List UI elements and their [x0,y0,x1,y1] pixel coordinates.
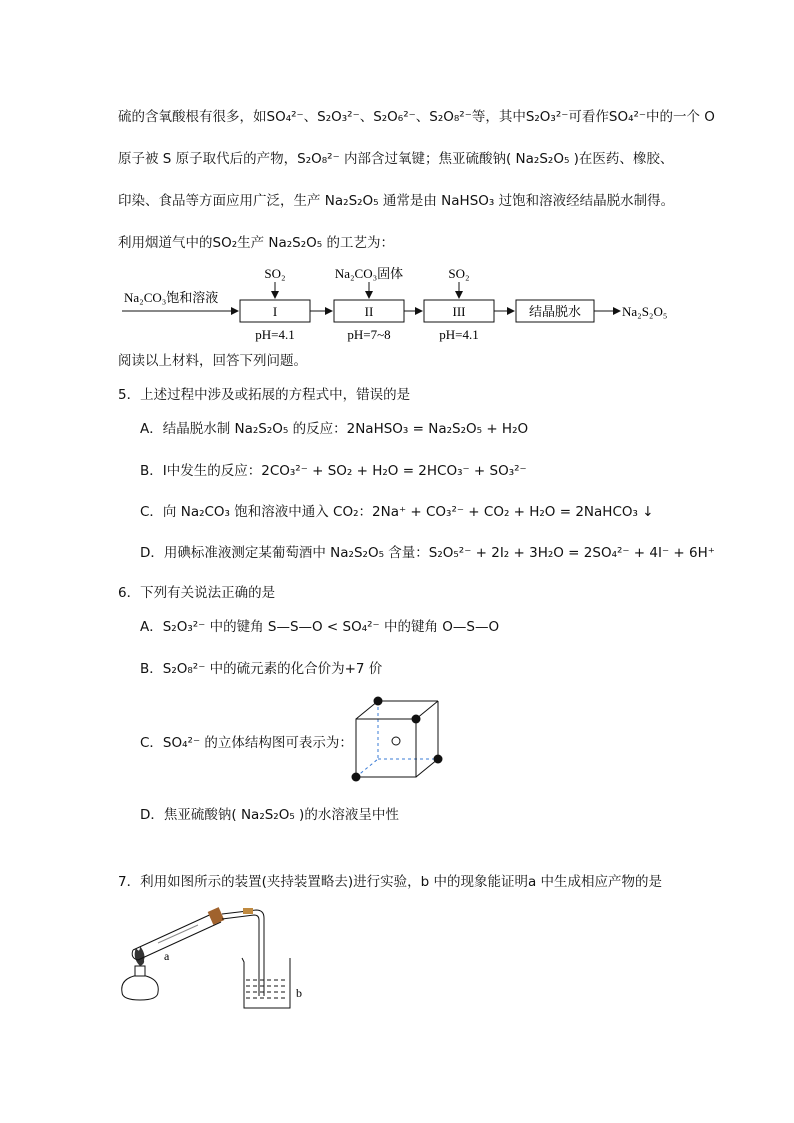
label-a: a [164,949,170,963]
flow-reagent-ii: Na₂CO₃固体 [334,266,404,281]
apparatus-figure [118,900,318,1015]
oxygen-atom [434,755,443,764]
q6-option-a: A．S₂O₃²⁻ 中的键角 S—S—O < SO₄²⁻ 中的键角 O—S—O [140,619,500,635]
flow-reagent-i: SO₂ [264,266,286,281]
flow-box-i-label: I [272,304,278,319]
intro-line-1: 硫的含氧酸根有很多，如SO₄²⁻、S₂O₃²⁻、S₂O₆²⁻、S₂O₈²⁻等，其中S₂O₃²⁻可看作SO₄²⁻中的一个 O [118,109,715,125]
label-b: b [296,986,302,1000]
q7-stem: 7．利用如图所示的装置(夹持装置略去)进行实验，b 中的现象能证明a 中生成相应产物的是 [118,874,663,890]
process-flow-diagram [118,258,688,348]
sulfate-cube-figure [348,693,448,783]
flow-product-label: Na₂S₂O₅ [622,304,668,319]
q5-option-d: D．用碘标准液测定某葡萄酒中 Na₂S₂O₅ 含量：S₂O₅²⁻ + 2I₂ + 3H₂O = 2SO₄²⁻ + 4I⁻ + 6H⁺ [140,545,715,561]
alcohol-lamp [122,976,159,1000]
oxygen-atom [412,715,421,724]
flow-box-iii-label: III [452,304,466,319]
sulfur-atom [392,737,400,745]
q5-stem: 5．上述过程中涉及或拓展的方程式中，错误的是 [118,387,411,403]
flow-start-label: Na₂CO₃饱和溶液 [124,290,219,305]
q5-option-c: C．向 Na₂CO₃ 饱和溶液中通入 CO₂：2Na⁺ + CO₃²⁻ + CO₂ + H₂O = 2NaHCO₃ ↓ [140,504,654,520]
flow-ph-iii: pH=4.1 [439,327,479,342]
q6-option-b: B．S₂O₈²⁻ 中的硫元素的化合价为+7 价 [140,661,383,677]
q6-option-c: C．SO₄²⁻ 的立体结构图可表示为： [140,735,353,751]
flow-box-ii-label: II [364,304,374,319]
flow-box-final-label: 结晶脱水 [528,304,582,319]
flow-reagent-iii: SO₂ [448,266,470,281]
oxygen-atom [374,697,383,706]
delivery-tube [222,910,264,996]
intro-line-4: 利用烟道气中的SO₂生产 Na₂S₂O₅ 的工艺为： [118,235,394,251]
beaker-b [242,958,290,1008]
q6-option-d: D．焦亚硫酸钠( Na₂S₂O₅ )的水溶液呈中性 [140,807,399,823]
flow-ph-i: pH=4.1 [255,327,295,342]
flow-ph-ii: pH=7~8 [347,327,391,342]
q5-option-b: B．Ⅰ中发生的反应：2CO₃²⁻ + SO₂ + H₂O = 2HCO₃⁻ + SO₃²⁻ [140,463,527,479]
test-tube-a [132,912,221,960]
q6-stem: 6．下列有关说法正确的是 [118,585,276,601]
q5-option-a: A．结晶脱水制 Na₂S₂O₅ 的反应：2NaHSO₃ = Na₂S₂O₅ + H₂O [140,421,529,437]
intro-line-2: 原子被 S 原子取代后的产物，S₂O₈²⁻ 内部含过氧键；焦亚硫酸钠( Na₂S₂O₅ )在医药、橡胶、 [118,151,674,167]
oxygen-atom [352,773,361,782]
intro-line-3: 印染、食品等方面应用广泛，生产 Na₂S₂O₅ 通常是由 NaHSO₃ 过饱和溶液经结晶脱水制得。 [118,193,675,209]
read-note: 阅读以上材料，回答下列问题。 [118,353,307,369]
